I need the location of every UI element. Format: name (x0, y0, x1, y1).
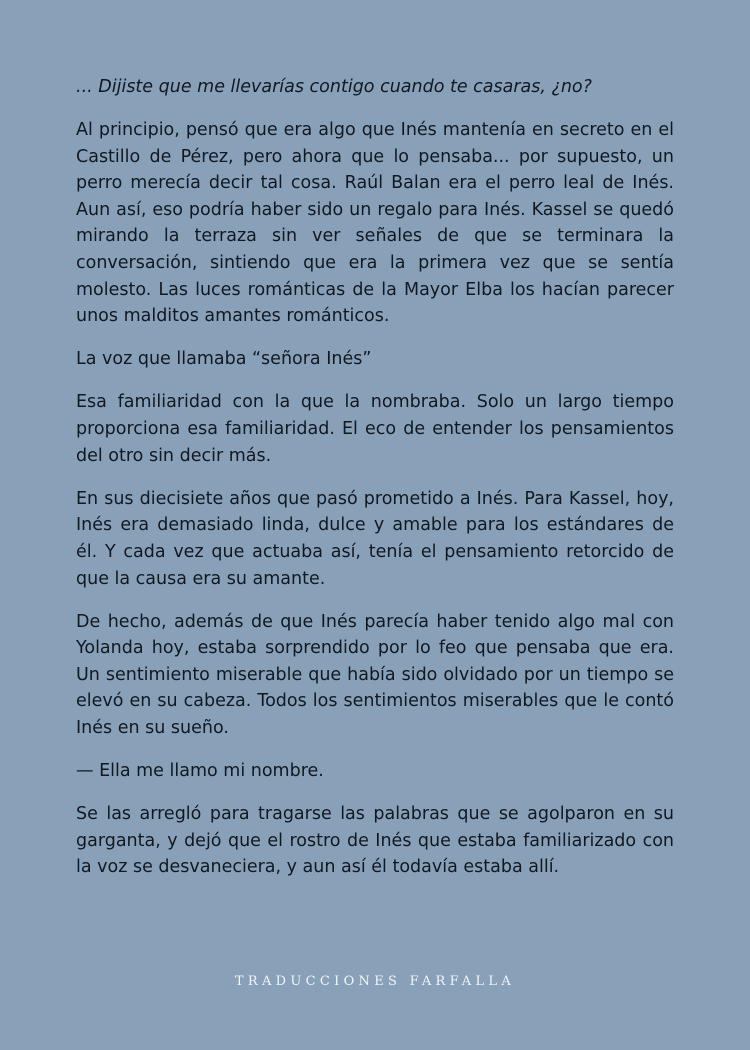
dialogue-line: — Ella me llamo mi nombre. (76, 761, 324, 782)
paragraph-2: La voz que llamaba “señora Inés” (76, 349, 372, 370)
paragraph-1: Al principio, pensó que era algo que Inés mantenía en secreto en el Castillo de Pérez, pero ahora que lo pensaba... por supuesto, un perro merecía decir tal cosa. Raúl Balan era el perro leal de Inés. Aun así, eso podría haber sido un regalo para Inés. Kassel se quedó mirando la terraza sin ver señales de que se terminara la conversación, sintiendo que era la primera vez que se sentía molesto. Las luces románticas de la Mayor Elba los hacían parecer unos malditos amantes románticos. (76, 120, 674, 327)
footer-credit: TRADUCCIONES FARFALLA (234, 974, 516, 989)
paragraph-4: En sus diecisiete años que pasó prometido a Inés. Para Kassel, hoy, Inés era demasiado linda, dulce y amable para los estándares de él. Y cada vez que actuaba así, tenía el pensamiento retorcido de que la causa era su amante. (76, 488, 674, 589)
paragraph-3: Esa familiaridad con la que la nombraba. Solo un largo tiempo proporciona esa familiaridad. El eco de entender los pensamientos del otro sin decir más. (76, 392, 674, 466)
page-body (76, 74, 674, 897)
paragraph-5: De hecho, además de que Inés parecía haber tenido algo mal con Yolanda hoy, estaba sorprendido por lo feo que pensaba que era. Un sentimiento miserable que había sido olvidado por un tiempo se elevó en su cabeza. Todos los sentimientos miserables que le contó Inés en su sueño. (76, 611, 674, 738)
paragraph-7: Se las arregló para tragarse las palabras que se agolparon en su garganta, y dejó que el rostro de Inés que estaba familiarizado con la voz se desvaneciera, y aun así él todavía estaba allí. (76, 804, 674, 878)
opening-line: ... Dijiste que me llevarías contigo cuando te casaras, ¿no? (76, 77, 592, 97)
